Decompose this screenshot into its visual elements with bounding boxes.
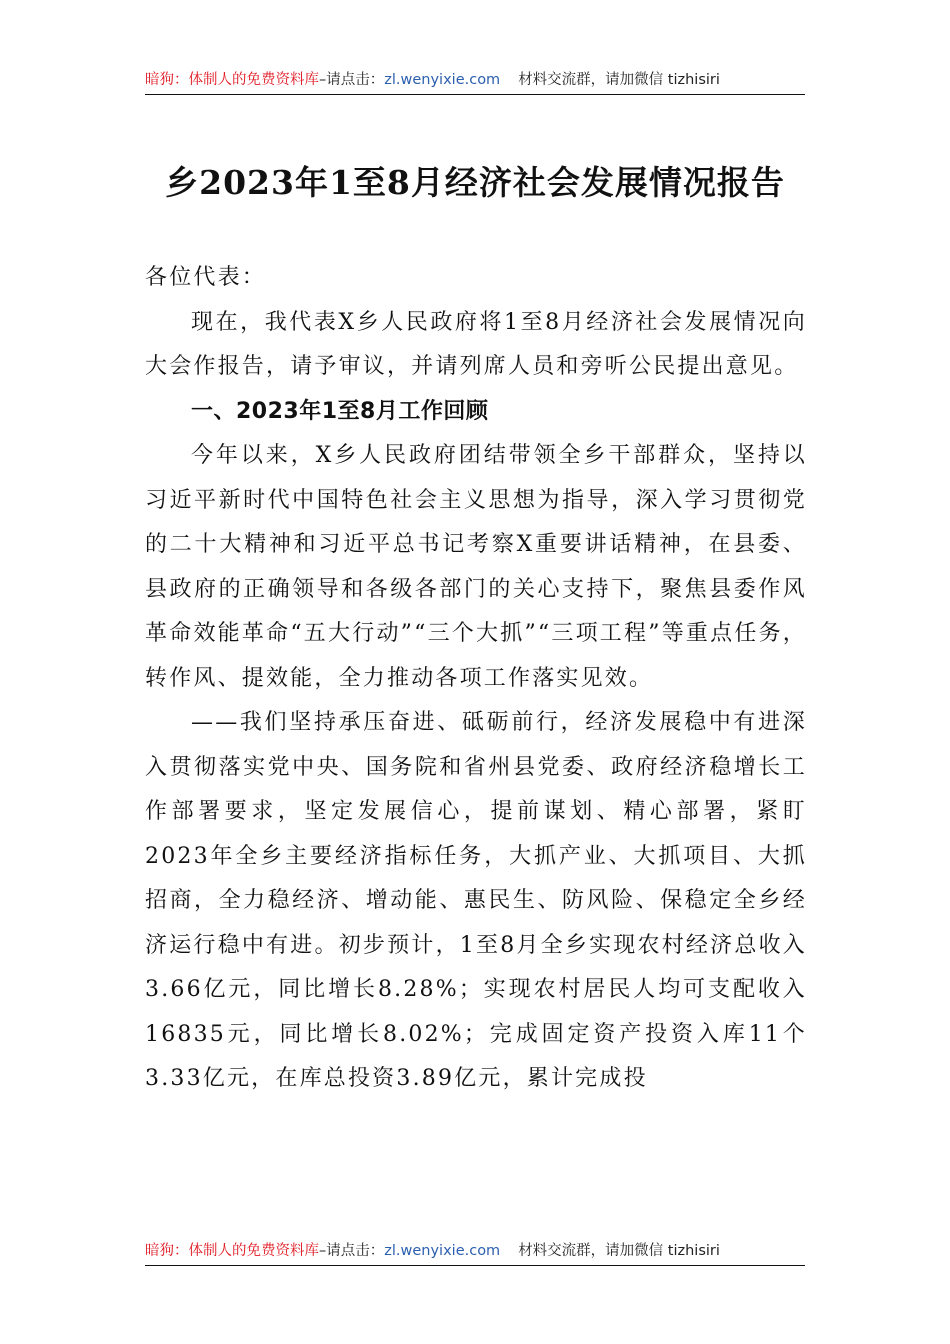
banner-prompt: –请点击： xyxy=(319,1243,385,1259)
footer-banner xyxy=(145,1241,805,1266)
banner-contact: 材料交流群，请加微信 tizhisiri xyxy=(518,72,720,88)
section-heading: 一、2023年1至8月工作回顾 xyxy=(191,398,489,424)
banner-brand: 暗狗：体制人的免费资料库 xyxy=(145,72,319,88)
body-paragraph: 今年以来，X乡人民政府团结带领全乡干部群众，坚持以习近平新时代中国特色社会主义思想为指导，深入学习贯彻党的二十大精神和习近平总书记考察X重要讲话精神，在县委、县政府的正确领导和各级各部门的关心支持下，聚焦县委作风革命效能革命“五大行动”“三个大抓”“三项工程”等重点任务，转作风、提效能，全力推动各项工作落实见效。 xyxy=(145,443,807,691)
body-paragraph: ——我们坚持承压奋进、砥砺前行，经济发展稳中有进深入贯彻落实党中央、国务院和省州县党委、政府经济稳增长工作部署要求，坚定发展信心，提前谋划、精心部署，紧盯2023年全乡主要经济指标任务，大抓产业、大抓项目、大抓招商，全力稳经济、增动能、惠民生、防风险、保稳定全乡经济运行稳中有进。初步预计，1至8月全乡实现农村经济总收入3.66亿元，同比增长8.28%；实现农村居民人均可支配收入16835元，同比增长8.02%；完成固定资产投资入库11个3.33亿元，在库总投资3.89亿元，累计完成投 xyxy=(145,710,807,1091)
header-banner xyxy=(145,70,805,95)
banner-link[interactable]: zl.wenyixie.com xyxy=(384,1243,501,1259)
document-body xyxy=(145,256,807,1102)
salutation: 各位代表： xyxy=(145,265,267,290)
document-title: 乡2023年1至8月经济社会发展情况报告 xyxy=(165,163,785,202)
intro-paragraph: 现在，我代表X乡人民政府将1至8月经济社会发展情况向大会作报告，请予审议，并请列席人员和旁听公民提出意见。 xyxy=(145,309,807,379)
banner-contact: 材料交流群，请加微信 tizhisiri xyxy=(518,1243,720,1259)
banner-brand: 暗狗：体制人的免费资料库 xyxy=(145,1243,319,1259)
banner-prompt: –请点击： xyxy=(319,72,385,88)
banner-link[interactable]: zl.wenyixie.com xyxy=(384,72,501,88)
